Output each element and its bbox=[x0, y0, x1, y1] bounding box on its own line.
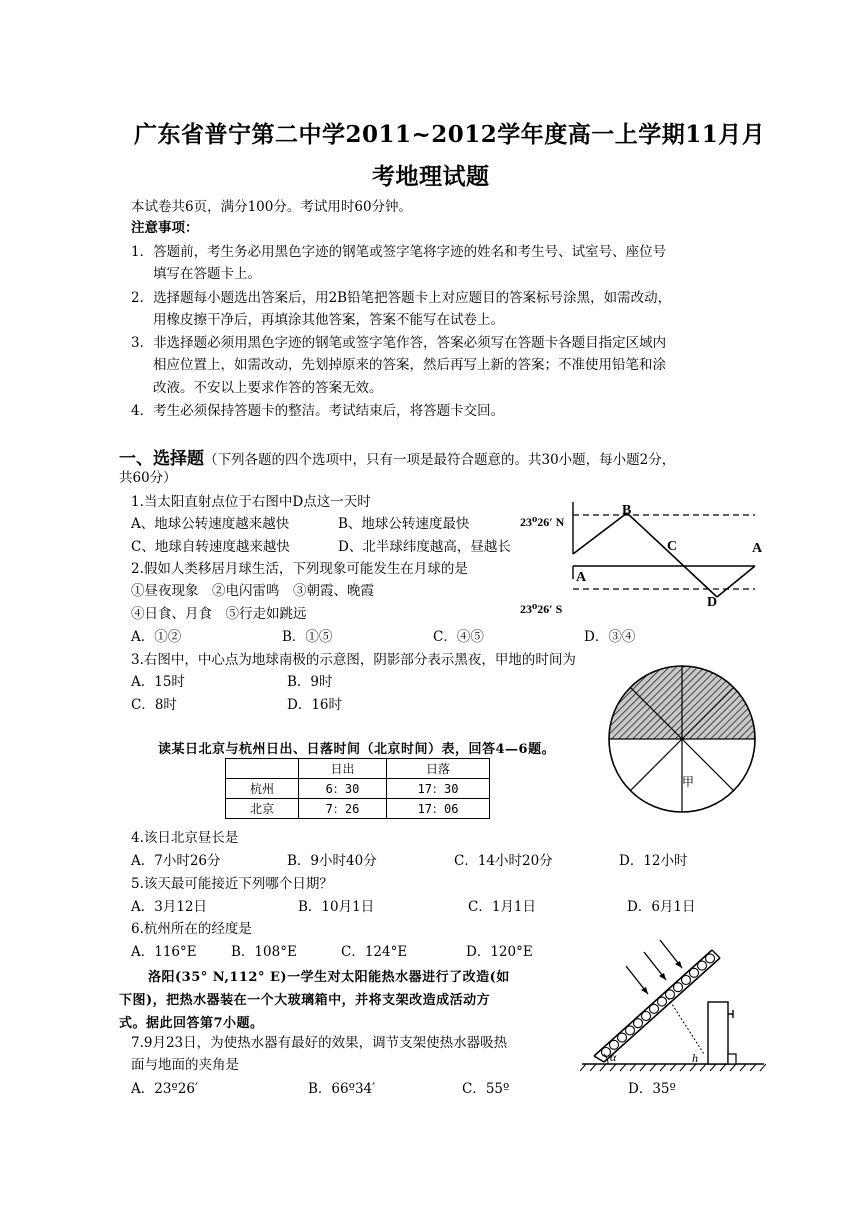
q2-option-c: C．④⑤ bbox=[433, 629, 484, 645]
q7-context-line2: 下图)，把热水器装在一个大玻璃箱中，并将支架改造成活动方 bbox=[119, 993, 491, 1008]
height-h-label: h bbox=[692, 1051, 698, 1065]
q2-option-d: D．③④ bbox=[584, 629, 636, 645]
notice-2-line2: 用橡皮擦干净后，再填涂其他答案，答案不能写在试卷上。 bbox=[153, 312, 504, 328]
q2-choices-2: ④日食、月食 ⑤行走如跳远 bbox=[131, 606, 307, 622]
q5-stem: 5.该天最可能接近下列哪个日期？ bbox=[131, 876, 333, 892]
section-1-header bbox=[119, 444, 675, 469]
table-cell: 17：06 bbox=[387, 799, 490, 819]
sun-ray-arrow bbox=[641, 987, 648, 994]
point-c-label: C bbox=[667, 539, 678, 554]
table-header-row bbox=[226, 759, 490, 779]
q7-stem-line2: 面与地面的夹角是 bbox=[131, 1057, 239, 1073]
q7-option-c: C．55º bbox=[462, 1081, 510, 1097]
orbit-line-1 bbox=[573, 513, 627, 554]
q1-option-b: B、地球公转速度最快 bbox=[338, 516, 470, 532]
q6-stem: 6.杭州所在的经度是 bbox=[131, 921, 252, 937]
table-header-cell bbox=[226, 759, 299, 779]
table-cell: 6：30 bbox=[299, 779, 387, 799]
heater-panel-top bbox=[712, 950, 720, 958]
table-cell: 17：30 bbox=[387, 779, 490, 799]
q2-option-b: B．①⑤ bbox=[282, 629, 333, 645]
q5-option-a: A．3月12日 bbox=[131, 899, 208, 915]
q5-option-b: B．10月1日 bbox=[298, 899, 375, 915]
notice-3-line1: 3．非选择题必须用黑色字迹的钢笔或签字笔作答，答案必须写在答题卡各题目指定区域内 bbox=[131, 335, 667, 351]
q3-option-b: B．9时 bbox=[287, 674, 333, 690]
q4-option-d: D．12小时 bbox=[619, 853, 688, 869]
q5-option-c: C．1月1日 bbox=[468, 899, 537, 915]
sun-ray-arrow bbox=[659, 973, 666, 980]
page-title-line2: 考地理试题 bbox=[372, 163, 490, 190]
sun-ray-arrow bbox=[675, 961, 682, 968]
q7-context-line3: 式。据此回答第7小题。 bbox=[119, 1016, 264, 1031]
q6-option-d: D．120°E bbox=[466, 944, 533, 960]
point-jia-label: 甲 bbox=[682, 775, 695, 789]
lat-north-label: 23⁰26′ N bbox=[520, 515, 565, 529]
point-d-label: D bbox=[707, 595, 718, 610]
notice-2-line1: 2．选择题每小题选出答案后，用2B铅笔把答题卡上对应题目的答案标号涂黑，如需改动， bbox=[131, 290, 672, 306]
q1-option-c: C、地球自转速度越来越快 bbox=[131, 539, 290, 555]
notice-1-line2: 填写在答题卡上。 bbox=[153, 266, 261, 282]
support-base bbox=[728, 1054, 736, 1064]
section-1-desc: （下列各题的四个选项中，只有一项是最符合题意的。共30小题，每小题2分， bbox=[204, 452, 676, 468]
notice-heading: 注意事项： bbox=[131, 220, 199, 236]
q3-option-a: A．15时 bbox=[131, 674, 185, 690]
q7-context-line1: 洛阳(35° N,112° E)一学生对太阳能热水器进行了改造(如 bbox=[148, 970, 510, 985]
table-row bbox=[226, 779, 490, 799]
support-dotted-line bbox=[668, 998, 704, 1054]
q7-option-a: A．23º26′ bbox=[131, 1081, 199, 1097]
angle-alpha-label: α bbox=[610, 1050, 617, 1064]
q6-option-b: B．108°E bbox=[231, 944, 297, 960]
heater-panel-lower-edge bbox=[594, 950, 712, 1056]
orbit-line-2 bbox=[627, 513, 717, 597]
solar-declination-diagram bbox=[515, 494, 770, 624]
q7-option-d: D．35º bbox=[628, 1081, 676, 1097]
solar-heater-diagram bbox=[580, 936, 766, 1072]
table-cell: 北京 bbox=[226, 799, 299, 819]
table-cell: 7：26 bbox=[299, 799, 387, 819]
diagram-line-d3 bbox=[630, 739, 682, 791]
heater-panel-upper-edge bbox=[604, 958, 720, 1062]
q3-option-c: C．8时 bbox=[131, 697, 177, 713]
point-a-right-label: A bbox=[752, 541, 763, 556]
ground-hatching bbox=[580, 1064, 766, 1071]
q3-stem: 3.右图中，中心点为地球南极的示意图，阴影部分表示黑夜，甲地的时间为 bbox=[131, 652, 576, 668]
exam-intro: 本试卷共6页，满分100分。考试用时60分钟。 bbox=[131, 199, 413, 215]
q4-option-a: A．7小时26分 bbox=[131, 853, 221, 869]
lat-south-label: 23⁰26′ S bbox=[520, 602, 563, 616]
orbit-line-3 bbox=[717, 566, 755, 597]
table-row bbox=[226, 799, 490, 819]
notice-1-line1: 1．答题前，考生务必用黑色字迹的钢笔或签字笔将字迹的姓名和考生号、试室号、座位号 bbox=[131, 244, 667, 260]
notice-4-line1: 4．考生必须保持答题卡的整洁。考试结束后，将答题卡交回。 bbox=[131, 403, 505, 419]
table-cell: 杭州 bbox=[226, 779, 299, 799]
q2-stem: 2.假如人类移居月球生活，下列现象可能发生在月球的是 bbox=[131, 561, 468, 577]
q5-option-d: D．6月1日 bbox=[627, 899, 696, 915]
q4-option-c: C．14小时20分 bbox=[454, 853, 553, 869]
table-intro: 读某日北京与杭州日出、日落时间（北京时间）表，回答4—6题。 bbox=[158, 742, 556, 757]
page-title-line1: 广东省普宁第二中学2011~2012学年度高一上学期11月月 bbox=[134, 121, 766, 148]
notice-3-line3: 改液。不安以上要求作答的答案无效。 bbox=[153, 380, 383, 396]
q1-stem: 1.当太阳直射点位于右图中D点这一天时 bbox=[131, 494, 371, 510]
q6-option-a: A．116°E bbox=[131, 944, 197, 960]
table-header-cell: 日落 bbox=[387, 759, 490, 779]
heater-panel-end bbox=[594, 1056, 604, 1062]
q6-option-c: C．124°E bbox=[341, 944, 408, 960]
section-1-title: 一、选择题 bbox=[119, 449, 204, 469]
q4-stem: 4.该日北京昼长是 bbox=[131, 830, 239, 846]
sunrise-sunset-table bbox=[225, 758, 490, 819]
q7-stem-line1: 7.9月23日，为使热水器有最好的效果，调节支架使热水器吸热 bbox=[131, 1035, 508, 1051]
q1-option-d: D、北半球纬度越高，昼越长 bbox=[338, 539, 511, 555]
q7-option-b: B．66º34′ bbox=[308, 1081, 376, 1097]
q4-option-b: B．9小时40分 bbox=[287, 853, 377, 869]
notice-3-line2: 相应位置上，如需改动，先划掉原来的答案，然后再写上新的答案；不准使用铅笔和涂 bbox=[153, 357, 666, 373]
q2-option-a: A．①② bbox=[131, 629, 182, 645]
table-header-cell: 日出 bbox=[299, 759, 387, 779]
point-b-label: B bbox=[622, 503, 632, 518]
adjustable-support bbox=[708, 1002, 728, 1064]
south-pole-diagram bbox=[604, 661, 764, 817]
section-1-desc-cont: 共60分） bbox=[119, 470, 177, 486]
q1-option-a: A、地球公转速度越来越快 bbox=[131, 516, 290, 532]
point-a-left-label: A bbox=[576, 570, 587, 585]
q2-choices-1: ①昼夜现象 ②电闪雷鸣 ③朝霞、晚霞 bbox=[131, 583, 374, 599]
q3-option-d: D．16时 bbox=[287, 697, 343, 713]
